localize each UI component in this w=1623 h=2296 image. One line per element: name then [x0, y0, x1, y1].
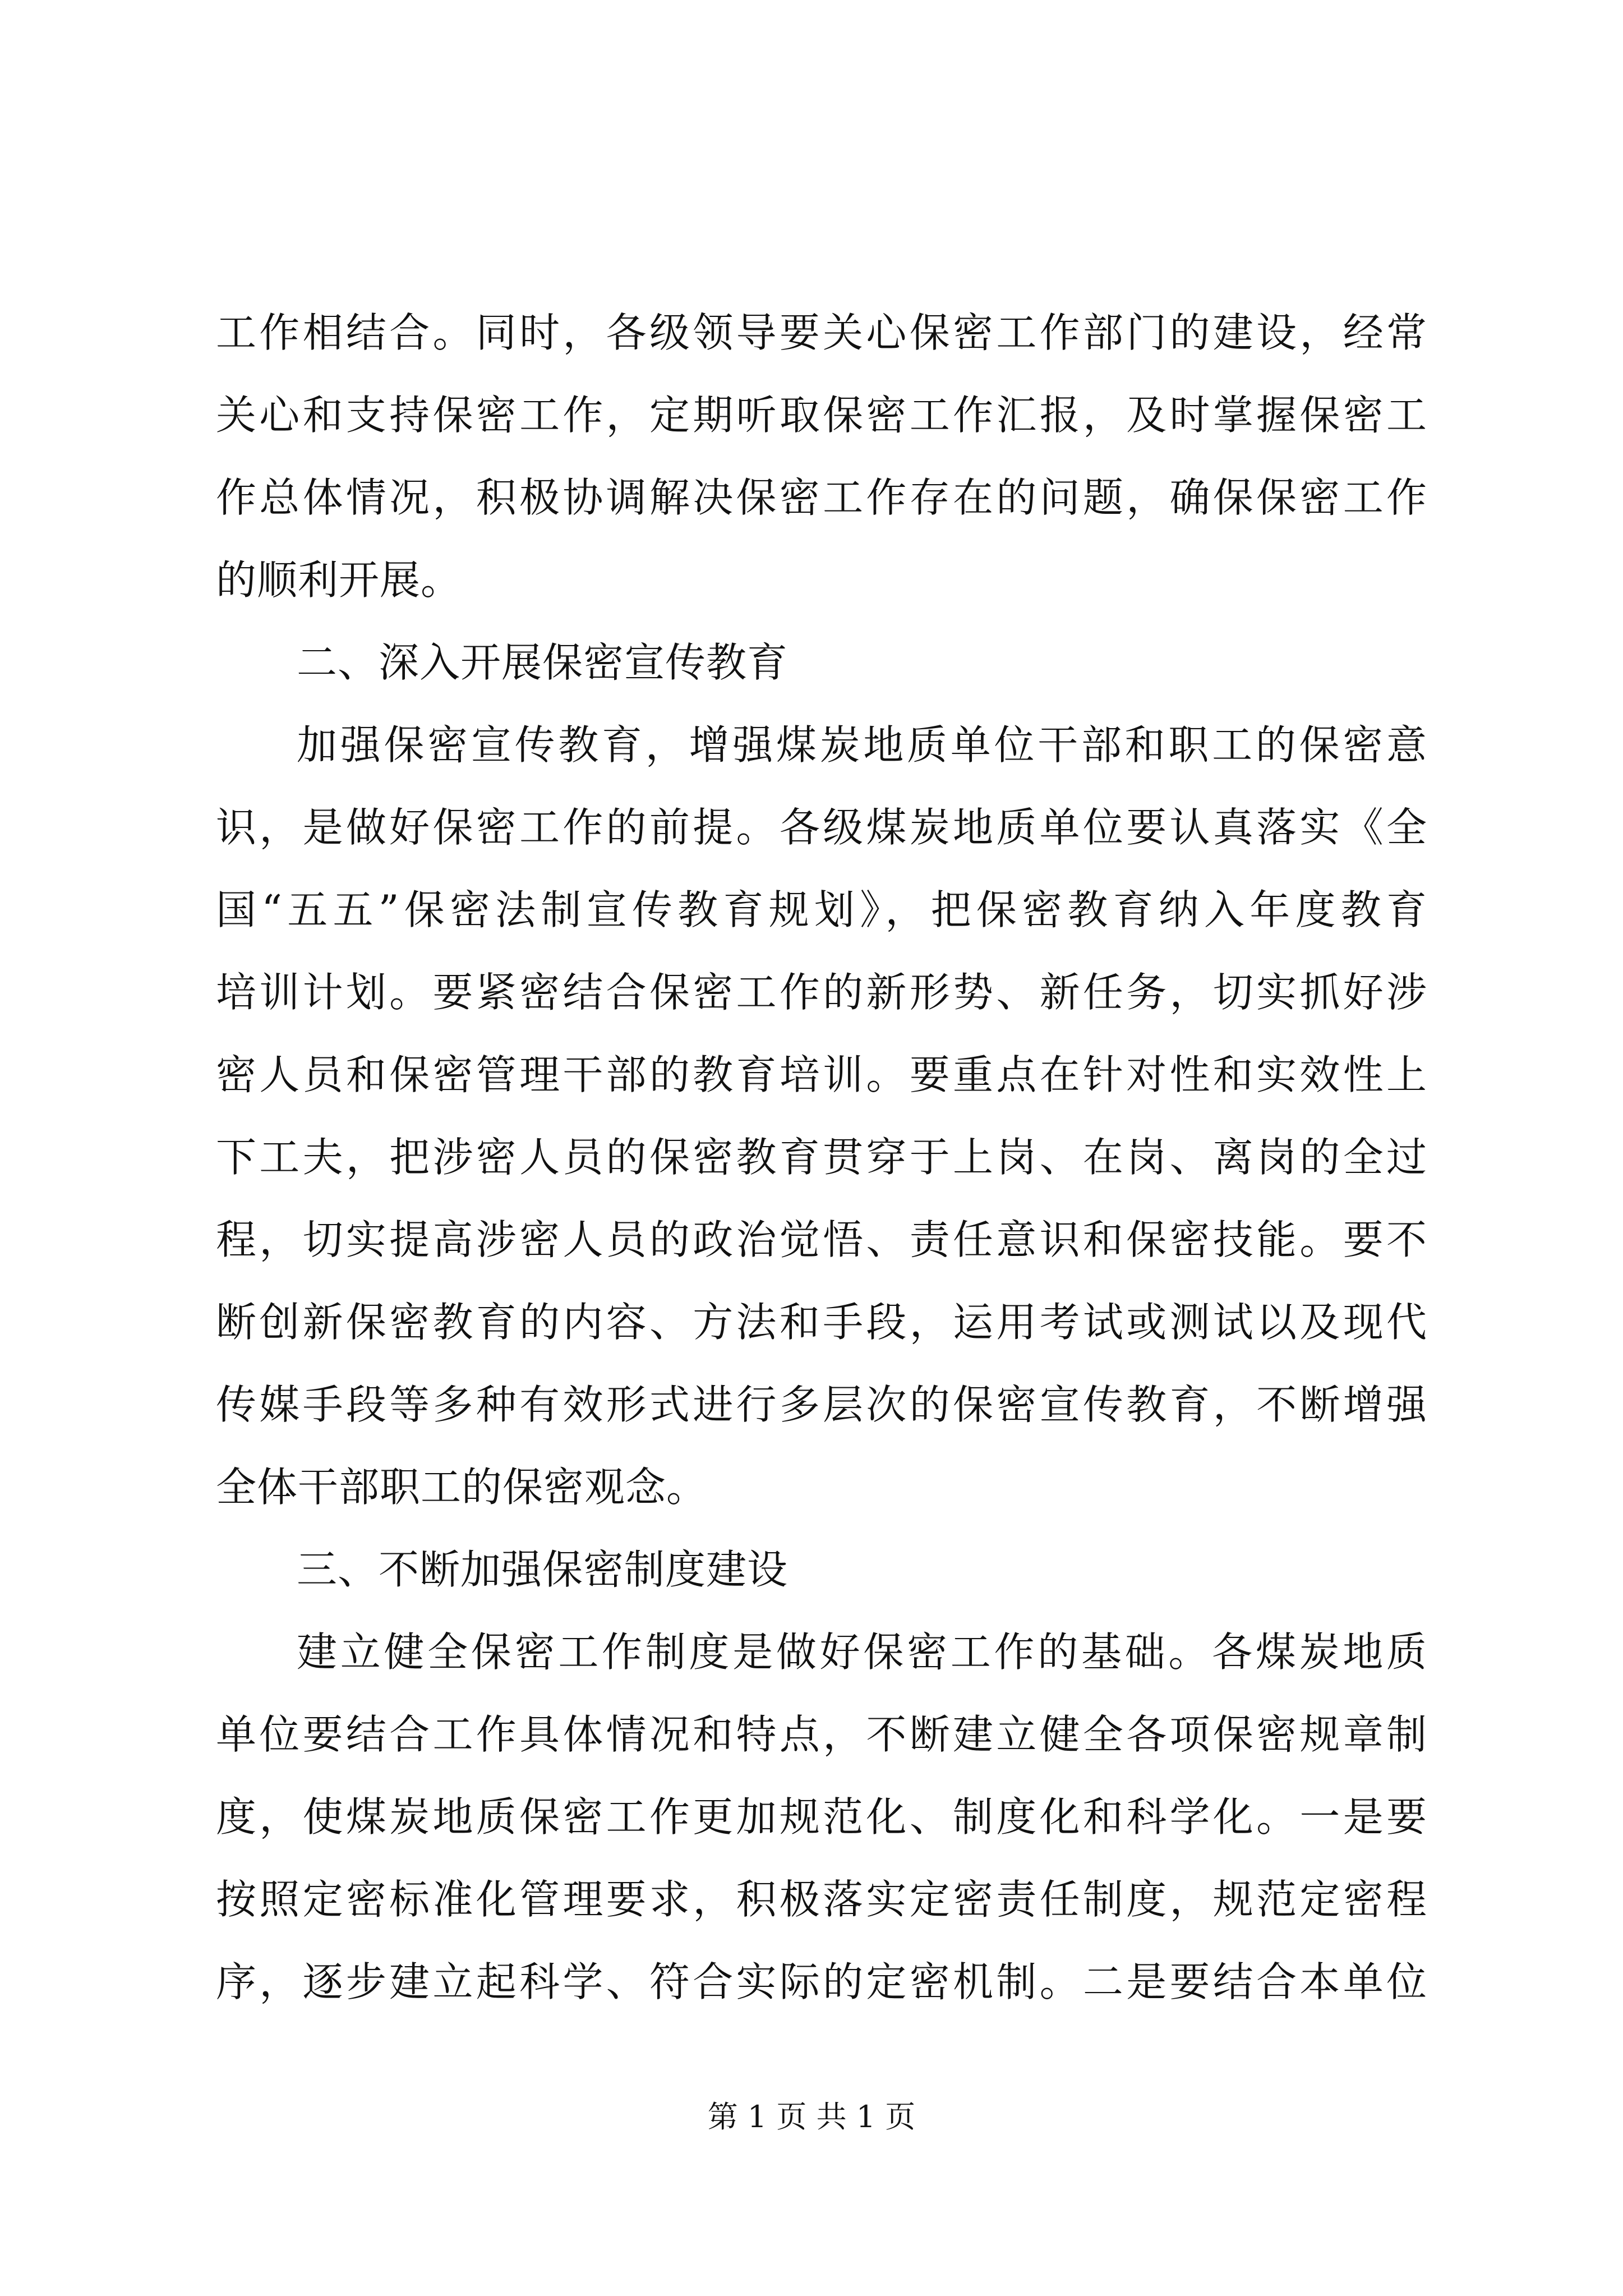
text-line: 国“五五”保密法制宣传教育规划》，把保密教育纳入年度教育: [216, 886, 1427, 933]
text-line: 断创新保密教育的内容、方法和手段，运用考试或测试以及现代: [216, 1299, 1427, 1346]
text-line: 度，使煤炭地质保密工作更加规范化、制度化和科学化。一是要: [216, 1793, 1427, 1841]
text-line: 密人员和保密管理干部的教育培训。要重点在针对性和实效性上: [216, 1051, 1427, 1098]
document-body: [216, 292, 1427, 2023]
text-line: 下工夫，把涉密人员的保密教育贯穿于上岗、在岗、离岗的全过: [216, 1134, 1427, 1181]
text-line: 工作相结合。同时，各级领导要关心保密工作部门的建设，经常: [216, 309, 1427, 356]
text-line: 作总体情况，积极协调解决保密工作存在的问题，确保保密工作: [216, 474, 1427, 521]
text-line: 培训计划。要紧密结合保密工作的新形势、新任务，切实抓好涉: [216, 969, 1427, 1016]
section-heading: 三、不断加强保密制度建设: [297, 1546, 789, 1593]
text-line: 全体干部职工的保密观念。: [216, 1464, 708, 1511]
text-line: 的顺利开展。: [216, 556, 462, 604]
text-line: 按照定密标准化管理要求，积极落实定密责任制度，规范定密程: [216, 1876, 1427, 1923]
paragraph-first-line: 建立健全保密工作制度是做好保密工作的基础。各煤炭地质: [297, 1628, 1427, 1676]
page-number-label: 第 1 页 共 1 页: [707, 2099, 916, 2134]
text-line: 传媒手段等多种有效形式进行多层次的保密宣传教育，不断增强: [216, 1381, 1427, 1428]
page-footer: [0, 2097, 1623, 2137]
text-line: 序，逐步建立起科学、符合实际的定密机制。二是要结合本单位: [216, 1958, 1427, 2005]
paragraph-first-line: 加强保密宣传教育，增强煤炭地质单位干部和职工的保密意: [297, 721, 1427, 769]
section-heading: 二、深入开展保密宣传教育: [297, 639, 789, 686]
text-line: 关心和支持保密工作，定期听取保密工作汇报，及时掌握保密工: [216, 392, 1427, 439]
text-line: 程，切实提高涉密人员的政治觉悟、责任意识和保密技能。要不: [216, 1216, 1427, 1263]
text-line: 识，是做好保密工作的前提。各级煤炭地质单位要认真落实《全: [216, 804, 1427, 851]
text-line: 单位要结合工作具体情况和特点，不断建立健全各项保密规章制: [216, 1711, 1427, 1758]
